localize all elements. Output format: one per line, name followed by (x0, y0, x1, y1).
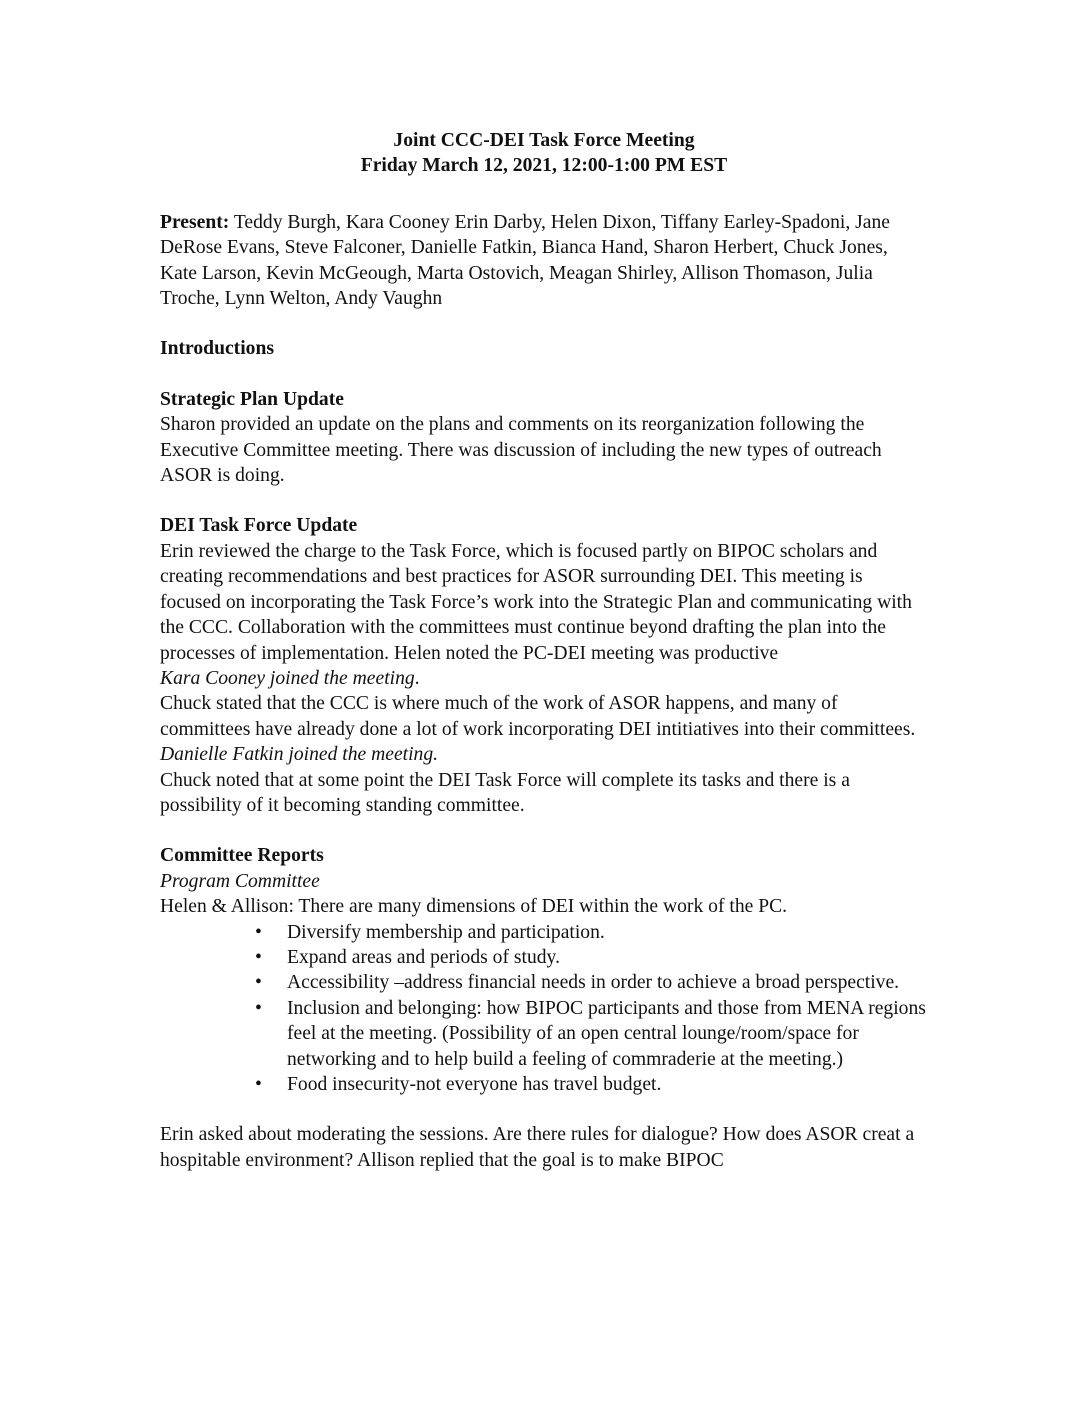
list-item-text: Food insecurity-not everyone has travel budget. (287, 1074, 662, 1095)
bullet-icon: • (255, 946, 262, 968)
dei-update-paragraph-1: Erin reviewed the charge to the Task Force, which is focused partly on BIPOC scholars and creating recommendations and best practices for ASOR surrounding DEI. This meeting is focused on incorporating the Task Force’s work into the Strategic Plan and communicating with the CCC. Collaboration with the committees must continue beyond drafting the plan into the processes of implementation. Helen noted the PC-DEI meeting was productive (160, 540, 912, 664)
strategic-plan-heading: Strategic Plan Update (160, 388, 344, 410)
program-committee-intro: Helen & Allison: There are many dimensions of DEI within the work of the PC. (160, 896, 788, 918)
list-item-text: Inclusion and belonging: how BIPOC participants and those from MENA regions feel at the meeting. (Possibility of an open central lounge/room/space for networking and to help build a feeling of commraderie at the meeting.) (287, 997, 926, 1070)
strategic-plan-text: Sharon provided an update on the plans and comments on its reorganization following the Executive Committee meeting. There was discussion of including the new types of outreach ASOR is doing. (160, 414, 882, 487)
list-item (255, 996, 928, 1072)
list-item (255, 945, 928, 970)
attendee-names: Teddy Burgh, Kara Cooney Erin Darby, Helen Dixon, Tiffany Earley-Spadoni, Jane DeRose Evans, Steve Falconer, Danielle Fatkin, Bianca Hand, Sharon Herbert, Chuck Jones, Kate Larson, Kevin McGeough, Marta Ostovich, Meagan Shirley, Allison Thomason, Julia Troche, Lynn Welton, Andy Vaughn (160, 211, 890, 310)
dei-update-paragraph-3: Chuck noted that at some point the DEI Task Force will complete its tasks and there is a possibility of it becoming standing committee. (160, 769, 850, 816)
note-1-period: . (414, 667, 420, 689)
dei-update-heading: DEI Task Force Update (160, 515, 358, 537)
bullet-icon: • (255, 972, 262, 994)
bullet-icon: • (255, 921, 262, 943)
program-committee-list (160, 920, 928, 1098)
dei-update-note-1 (160, 666, 928, 691)
list-item-text: Diversify membership and participation. (287, 921, 605, 943)
title-line-2: Friday March 12, 2021, 12:00-1:00 PM EST (360, 155, 728, 177)
dei-update-note-2: Danielle Fatkin joined the meeting. (160, 744, 439, 766)
list-item (255, 920, 928, 945)
note-1-text: Kara Cooney joined the meeting (160, 667, 415, 689)
list-item (255, 970, 928, 995)
bullet-icon: • (255, 1074, 262, 1095)
committee-reports-heading: Committee Reports (160, 845, 324, 867)
introductions-heading: Introductions (160, 338, 274, 360)
list-item (255, 1072, 928, 1097)
list-item-text: Accessibility –address financial needs in order to achieve a broad perspective. (287, 972, 900, 994)
document-title (160, 128, 928, 179)
list-item-text: Expand areas and periods of study. (287, 946, 560, 968)
closing-paragraph: Erin asked about moderating the sessions. Are there rules for dialogue? How does ASOR creat a hospitable environment? Allison replied that the goal is to make BIPOC (160, 1124, 915, 1171)
dei-update-paragraph-2: Chuck stated that the CCC is where much of the work of ASOR happens, and many of committees have already done a lot of work incorporating DEI intitiatives into their committees. (160, 693, 916, 740)
attendees-paragraph (160, 210, 928, 312)
bullet-icon: • (255, 997, 262, 1019)
title-line-1: Joint CCC-DEI Task Force Meeting (393, 130, 695, 151)
program-committee-subheading: Program Committee (160, 870, 320, 892)
present-label: Present: (160, 211, 230, 233)
